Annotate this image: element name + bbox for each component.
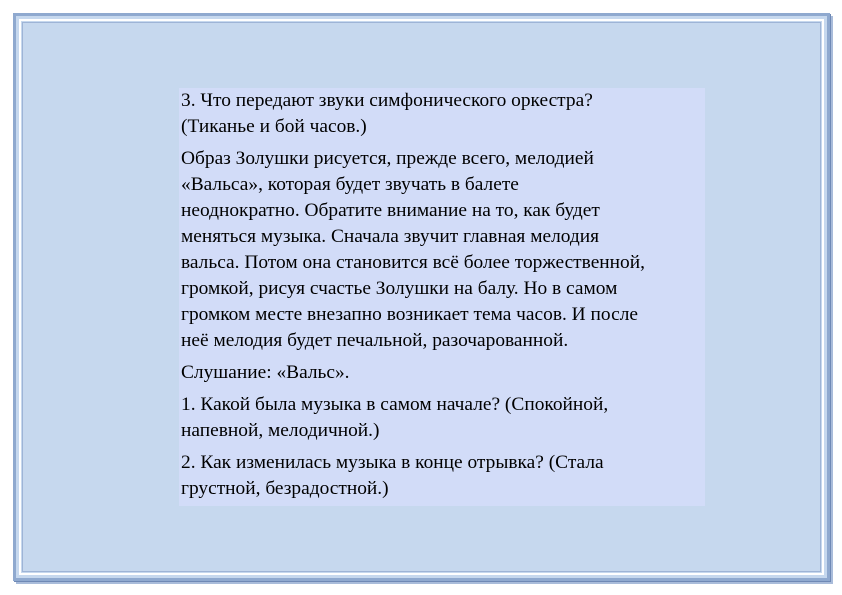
cinderella-description: Образ Золушки рисуется, прежде всего, мелодией «Вальса», которая будет звучать в балете неоднократно. Обратите внимание на то, как будет меняться музыка. Сначала звучит главная мелодия вальса. Потом она становится всё более торжественной, громкой, рисуя счастье Золушки на балу. Но в самом громком месте внезапно возникает тема часов. И после неё мелодия будет печальной, разочарованной. <box>181 148 645 351</box>
question-2: 2. Как изменилась музыка в конце отрывка? (Стала грустной, безрадостной.) <box>181 452 604 499</box>
question-1: 1. Какой была музыка в самом начале? (Спокойной, напевной, мелодичной.) <box>181 394 609 441</box>
question-3: 3. Что передают звуки симфонического оркестра? (Тиканье и бой часов.) <box>181 90 593 137</box>
slide-frame <box>13 13 830 581</box>
text-box <box>179 88 705 506</box>
listening-waltz: Слушание: «Вальс». <box>181 362 350 383</box>
